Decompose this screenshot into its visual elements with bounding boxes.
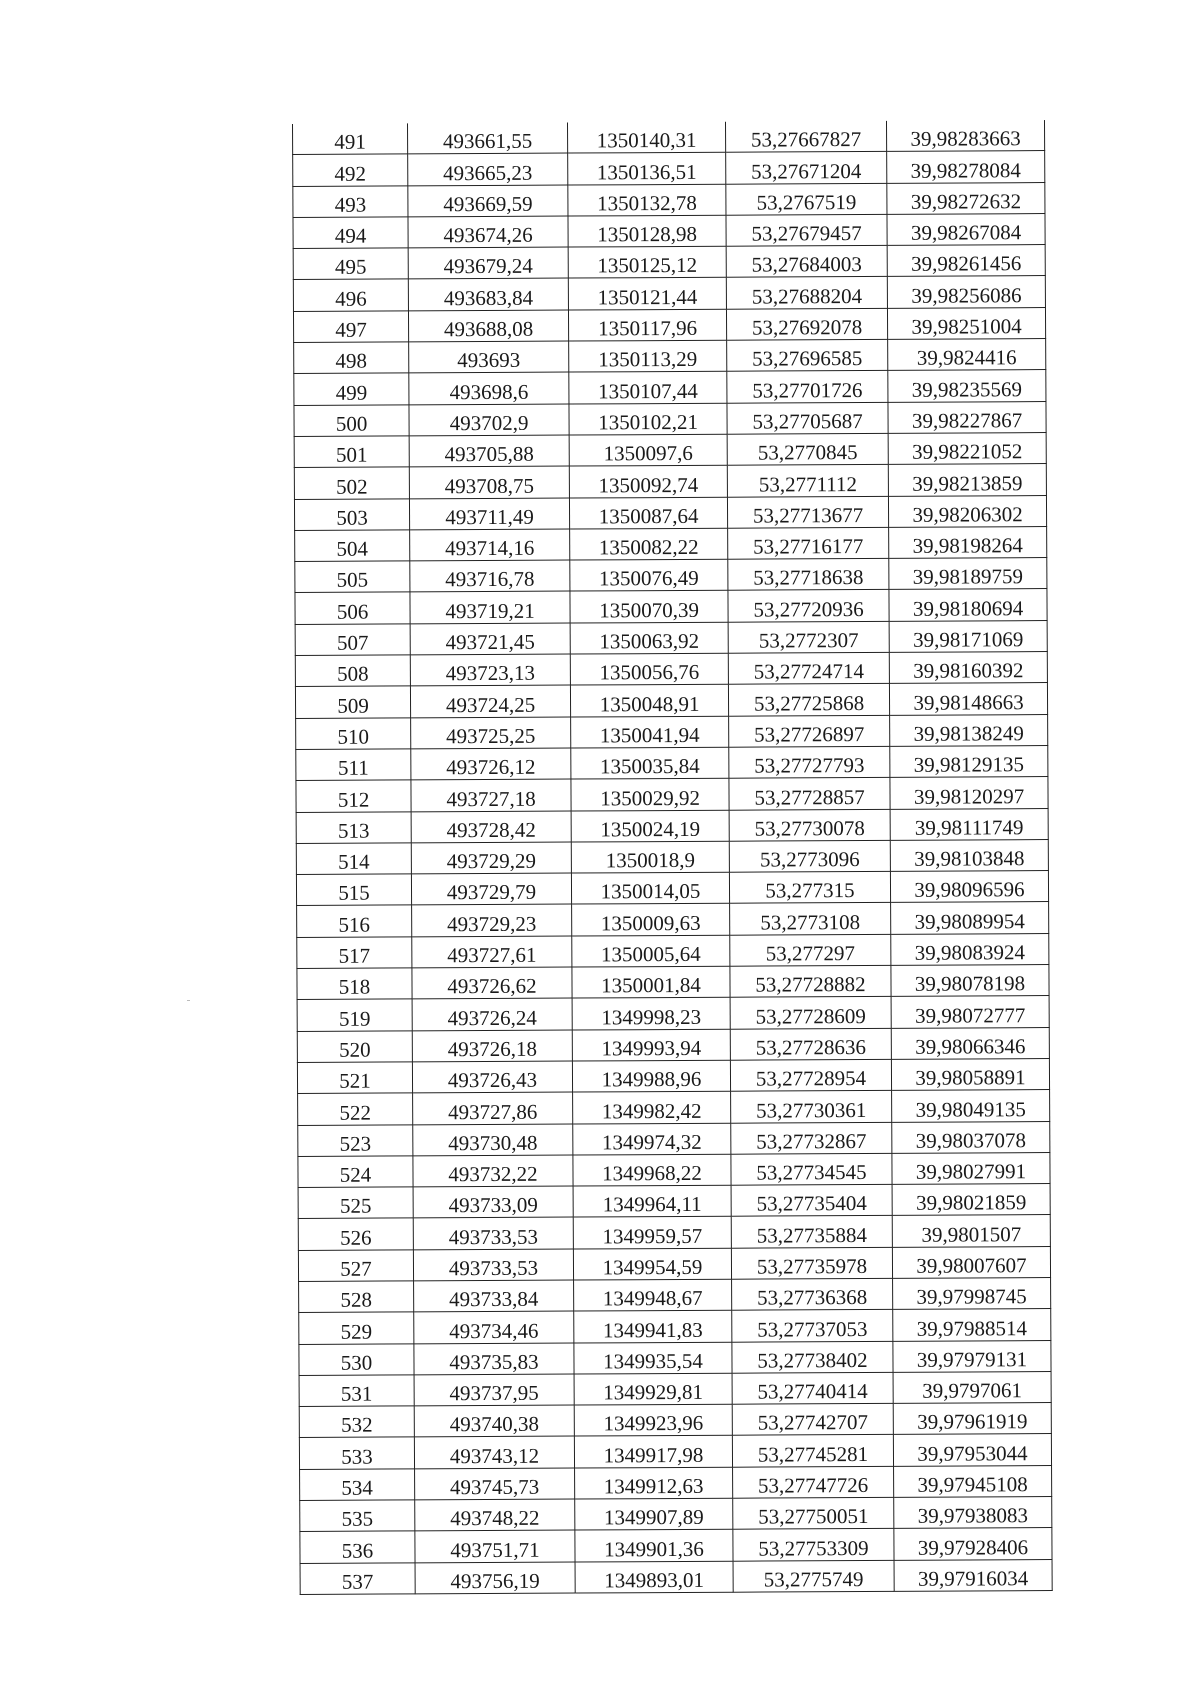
x-coordinate-cell: 493679,24	[408, 247, 568, 279]
latitude-cell: 53,2770845	[727, 433, 888, 465]
longitude-cell: 39,98272632	[887, 182, 1045, 214]
latitude-cell: 53,2771112	[727, 465, 888, 497]
longitude-cell: 39,98261456	[887, 245, 1045, 277]
x-coordinate-cell: 493727,18	[411, 779, 571, 811]
table-row	[300, 1465, 1052, 1500]
latitude-cell: 53,27728857	[729, 778, 890, 810]
latitude-cell: 53,27713677	[727, 496, 888, 528]
point-number-cell: 511	[296, 749, 411, 781]
x-coordinate-cell: 493740,38	[414, 1405, 574, 1437]
x-coordinate-cell: 493724,25	[410, 685, 570, 717]
longitude-cell: 39,98120297	[890, 777, 1048, 809]
table-row	[299, 1278, 1051, 1313]
point-number-cell: 503	[294, 498, 409, 530]
longitude-cell: 39,97945108	[894, 1465, 1052, 1497]
latitude-cell: 53,27696585	[727, 339, 888, 371]
latitude-cell: 53,27728636	[730, 1028, 891, 1060]
x-coordinate-cell: 493719,21	[410, 592, 570, 624]
table-row	[293, 182, 1045, 217]
point-number-cell: 493	[293, 185, 408, 217]
latitude-cell: 53,27679457	[726, 214, 887, 246]
latitude-cell: 53,27742707	[732, 1404, 893, 1436]
table-row	[294, 495, 1046, 530]
point-number-cell: 519	[297, 999, 412, 1031]
longitude-cell: 39,98072777	[891, 996, 1049, 1028]
longitude-cell: 39,9824416	[888, 339, 1046, 371]
point-number-cell: 524	[298, 1156, 413, 1188]
point-number-cell: 522	[298, 1093, 413, 1125]
x-coordinate-cell: 493721,45	[410, 623, 570, 655]
y-coordinate-cell: 1350128,98	[568, 215, 726, 247]
x-coordinate-cell: 493726,62	[412, 967, 572, 999]
point-number-cell: 521	[297, 1062, 412, 1094]
y-coordinate-cell: 1350113,29	[569, 340, 727, 372]
latitude-cell: 53,277315	[729, 872, 890, 904]
y-coordinate-cell: 1350097,6	[569, 434, 727, 466]
x-coordinate-cell: 493674,26	[408, 216, 568, 248]
latitude-cell: 53,27705687	[727, 402, 888, 434]
point-number-cell: 508	[295, 655, 410, 687]
point-number-cell: 527	[298, 1250, 413, 1282]
y-coordinate-cell: 1350048,91	[570, 685, 728, 717]
longitude-cell: 39,98283663	[886, 120, 1044, 152]
latitude-cell: 53,2772307	[728, 621, 889, 653]
point-number-cell: 532	[299, 1406, 414, 1438]
y-coordinate-cell: 1350102,21	[569, 403, 727, 435]
latitude-cell: 53,27667827	[725, 121, 886, 153]
table-row	[295, 620, 1047, 655]
longitude-cell: 39,98089954	[891, 902, 1049, 934]
longitude-cell: 39,98189759	[889, 558, 1047, 590]
latitude-cell: 53,27732867	[731, 1122, 892, 1154]
x-coordinate-cell: 493669,59	[408, 185, 568, 217]
point-number-cell: 501	[294, 436, 409, 468]
x-coordinate-cell: 493734,46	[414, 1311, 574, 1343]
y-coordinate-cell: 1350117,96	[568, 309, 726, 341]
table-row	[299, 1434, 1051, 1469]
y-coordinate-cell: 1350136,51	[568, 153, 726, 185]
x-coordinate-cell: 493735,83	[414, 1343, 574, 1375]
latitude-cell: 53,27728954	[730, 1059, 891, 1091]
point-number-cell: 512	[296, 780, 411, 812]
longitude-cell: 39,98267084	[887, 213, 1045, 245]
longitude-cell: 39,98256086	[887, 276, 1045, 308]
table-row	[294, 433, 1046, 468]
longitude-cell: 39,97998745	[893, 1278, 1051, 1310]
latitude-cell: 53,27727793	[729, 746, 890, 778]
latitude-cell: 53,27718638	[728, 559, 889, 591]
table-row	[296, 839, 1048, 874]
x-coordinate-cell: 493726,24	[412, 998, 572, 1030]
table-row	[293, 276, 1045, 311]
latitude-cell: 53,2773108	[730, 903, 891, 935]
point-number-cell: 529	[299, 1312, 414, 1344]
y-coordinate-cell: 1350029,92	[571, 778, 729, 810]
x-coordinate-cell: 493727,61	[412, 936, 572, 968]
longitude-cell: 39,98206302	[888, 495, 1046, 527]
table-row	[296, 777, 1048, 812]
latitude-cell: 53,27671204	[726, 152, 887, 184]
x-coordinate-cell: 493729,29	[411, 842, 571, 874]
y-coordinate-cell: 1350035,84	[571, 747, 729, 779]
point-number-cell: 506	[295, 592, 410, 624]
latitude-cell: 53,27724714	[728, 652, 889, 684]
table-row	[297, 965, 1049, 1000]
longitude-cell: 39,98037078	[892, 1121, 1050, 1153]
latitude-cell: 53,27720936	[728, 590, 889, 622]
longitude-cell: 39,98066346	[891, 1027, 1049, 1059]
y-coordinate-cell: 1349988,96	[572, 1060, 730, 1092]
table-row	[300, 1559, 1052, 1594]
x-coordinate-cell: 493716,78	[410, 560, 570, 592]
y-coordinate-cell: 1350005,64	[572, 935, 730, 967]
y-coordinate-cell: 1349907,89	[575, 1498, 733, 1530]
y-coordinate-cell: 1350076,49	[570, 559, 728, 591]
latitude-cell: 53,27701726	[727, 371, 888, 403]
longitude-cell: 39,98027991	[892, 1152, 1050, 1184]
x-coordinate-cell: 493661,55	[407, 123, 567, 155]
longitude-cell: 39,98138249	[890, 714, 1048, 746]
longitude-cell: 39,98171069	[889, 620, 1047, 652]
latitude-cell: 53,27734545	[731, 1153, 892, 1185]
point-number-cell: 492	[293, 154, 408, 186]
point-number-cell: 533	[299, 1437, 414, 1469]
y-coordinate-cell: 1350121,44	[568, 278, 726, 310]
x-coordinate-cell: 493698,6	[409, 372, 569, 404]
x-coordinate-cell: 493693	[409, 341, 569, 373]
longitude-cell: 39,98058891	[891, 1058, 1049, 1090]
table-row	[300, 1497, 1052, 1532]
y-coordinate-cell: 1349901,36	[575, 1530, 733, 1562]
point-number-cell: 496	[293, 279, 408, 311]
y-coordinate-cell: 1349893,01	[575, 1561, 733, 1593]
point-number-cell: 517	[297, 937, 412, 969]
longitude-cell: 39,98078198	[891, 965, 1049, 997]
y-coordinate-cell: 1350041,94	[571, 716, 729, 748]
longitude-cell: 39,98235569	[888, 370, 1046, 402]
latitude-cell: 53,27716177	[728, 527, 889, 559]
table-row	[295, 589, 1047, 624]
x-coordinate-cell: 493733,53	[413, 1249, 573, 1281]
longitude-cell: 39,98227867	[888, 401, 1046, 433]
table-row	[296, 871, 1048, 906]
x-coordinate-cell: 493728,42	[411, 811, 571, 843]
point-number-cell: 516	[297, 905, 412, 937]
y-coordinate-cell: 1350092,74	[569, 465, 727, 497]
x-coordinate-cell: 493665,23	[408, 153, 568, 185]
table-row	[297, 902, 1049, 937]
latitude-cell: 53,27730361	[731, 1091, 892, 1123]
longitude-cell: 39,97953044	[893, 1434, 1051, 1466]
x-coordinate-cell: 493723,13	[410, 654, 570, 686]
coordinates-table	[292, 120, 1053, 1595]
y-coordinate-cell: 1350082,22	[570, 528, 728, 560]
y-coordinate-cell: 1349982,42	[573, 1091, 731, 1123]
y-coordinate-cell: 1349912,63	[575, 1467, 733, 1499]
table-row	[293, 307, 1045, 342]
point-number-cell: 518	[297, 968, 412, 1000]
x-coordinate-cell: 493726,12	[411, 748, 571, 780]
longitude-cell: 39,98096596	[890, 871, 1048, 903]
x-coordinate-cell: 493702,9	[409, 404, 569, 436]
y-coordinate-cell: 1350056,76	[570, 653, 728, 685]
table-row	[299, 1340, 1051, 1375]
point-number-cell: 510	[296, 718, 411, 750]
point-number-cell: 537	[300, 1563, 415, 1595]
point-number-cell: 498	[294, 342, 409, 374]
longitude-cell: 39,9797061	[893, 1371, 1051, 1403]
latitude-cell: 53,277297	[730, 934, 891, 966]
table-row	[297, 933, 1049, 968]
longitude-cell: 39,98213859	[888, 464, 1046, 496]
point-number-cell: 531	[299, 1375, 414, 1407]
latitude-cell: 53,27728609	[730, 997, 891, 1029]
x-coordinate-cell: 493733,09	[413, 1186, 573, 1218]
point-number-cell: 491	[293, 123, 408, 154]
x-coordinate-cell: 493726,43	[412, 1061, 572, 1093]
longitude-cell: 39,98198264	[889, 526, 1047, 558]
point-number-cell: 513	[296, 811, 411, 843]
table-row	[293, 120, 1045, 155]
table-row	[295, 526, 1047, 561]
table-row	[298, 1121, 1050, 1156]
x-coordinate-cell: 493729,79	[411, 873, 571, 905]
longitude-cell: 39,98111749	[890, 808, 1048, 840]
y-coordinate-cell: 1349993,94	[572, 1029, 730, 1061]
table-row	[293, 151, 1045, 186]
latitude-cell: 53,27735978	[731, 1247, 892, 1279]
y-coordinate-cell: 1350018,9	[571, 841, 729, 873]
latitude-cell: 53,2775749	[733, 1560, 894, 1592]
x-coordinate-cell: 493714,16	[410, 529, 570, 561]
x-coordinate-cell: 493743,12	[414, 1437, 574, 1469]
latitude-cell: 53,27728882	[730, 965, 891, 997]
table-row	[298, 1090, 1050, 1125]
latitude-cell: 53,27725868	[728, 684, 889, 716]
y-coordinate-cell: 1350009,63	[572, 904, 730, 936]
longitude-cell: 39,98278084	[887, 151, 1045, 183]
x-coordinate-cell: 493705,88	[409, 435, 569, 467]
latitude-cell: 53,2773096	[729, 840, 890, 872]
latitude-cell: 53,27745281	[732, 1435, 893, 1467]
longitude-cell: 39,98083924	[891, 933, 1049, 965]
x-coordinate-cell: 493732,22	[413, 1155, 573, 1187]
table-row	[293, 213, 1045, 248]
table-row	[298, 1215, 1050, 1250]
point-number-cell: 497	[293, 311, 408, 343]
x-coordinate-cell: 493711,49	[409, 498, 569, 530]
y-coordinate-cell: 1349998,23	[572, 998, 730, 1030]
longitude-cell: 39,98129135	[890, 745, 1048, 777]
table-row	[294, 339, 1046, 374]
longitude-cell: 39,97979131	[893, 1340, 1051, 1372]
latitude-cell: 53,27726897	[729, 715, 890, 747]
table-row	[297, 996, 1049, 1031]
point-number-cell: 504	[295, 530, 410, 562]
latitude-cell: 53,2767519	[726, 183, 887, 215]
y-coordinate-cell: 1349959,57	[573, 1217, 731, 1249]
longitude-cell: 39,98103848	[890, 839, 1048, 871]
point-number-cell: 530	[299, 1343, 414, 1375]
table-row	[299, 1403, 1051, 1438]
point-number-cell: 502	[294, 467, 409, 499]
table-row	[294, 370, 1046, 405]
y-coordinate-cell: 1349929,81	[574, 1373, 732, 1405]
point-number-cell: 494	[293, 217, 408, 249]
point-number-cell: 534	[300, 1469, 415, 1501]
y-coordinate-cell: 1350087,64	[569, 497, 727, 529]
y-coordinate-cell: 1349917,98	[574, 1436, 732, 1468]
point-number-cell: 515	[296, 874, 411, 906]
point-number-cell: 514	[296, 843, 411, 875]
y-coordinate-cell: 1350063,92	[570, 622, 728, 654]
longitude-cell: 39,97961919	[893, 1403, 1051, 1435]
x-coordinate-cell: 493730,48	[413, 1124, 573, 1156]
latitude-cell: 53,27684003	[726, 246, 887, 278]
longitude-cell: 39,9801507	[892, 1215, 1050, 1247]
point-number-cell: 499	[294, 373, 409, 405]
latitude-cell: 53,27737053	[732, 1310, 893, 1342]
point-number-cell: 509	[295, 686, 410, 718]
point-number-cell: 525	[298, 1187, 413, 1219]
point-number-cell: 526	[298, 1218, 413, 1250]
y-coordinate-cell: 1350070,39	[570, 591, 728, 623]
table-row	[294, 401, 1046, 436]
x-coordinate-cell: 493745,73	[415, 1468, 575, 1500]
coordinates-table-body	[293, 120, 1053, 1594]
y-coordinate-cell: 1349923,96	[574, 1404, 732, 1436]
latitude-cell: 53,27750051	[733, 1497, 894, 1529]
longitude-cell: 39,98160392	[889, 652, 1047, 684]
point-number-cell: 507	[295, 624, 410, 656]
longitude-cell: 39,97988514	[893, 1309, 1051, 1341]
point-number-cell: 495	[293, 248, 408, 280]
longitude-cell: 39,97916034	[894, 1559, 1052, 1591]
longitude-cell: 39,98021859	[892, 1184, 1050, 1216]
x-coordinate-cell: 493751,71	[415, 1530, 575, 1562]
latitude-cell: 53,27692078	[726, 308, 887, 340]
table-row	[296, 808, 1048, 843]
table-row	[297, 1027, 1049, 1062]
scan-speck	[187, 1000, 190, 1001]
x-coordinate-cell: 493733,84	[414, 1280, 574, 1312]
latitude-cell: 53,27730078	[729, 809, 890, 841]
x-coordinate-cell: 493748,22	[415, 1499, 575, 1531]
latitude-cell: 53,27735404	[731, 1184, 892, 1216]
point-number-cell: 523	[298, 1124, 413, 1156]
y-coordinate-cell: 1350024,19	[571, 810, 729, 842]
latitude-cell: 53,27738402	[732, 1341, 893, 1373]
latitude-cell: 53,27735884	[731, 1216, 892, 1248]
y-coordinate-cell: 1350014,05	[571, 872, 729, 904]
latitude-cell: 53,27736368	[732, 1278, 893, 1310]
longitude-cell: 39,98180694	[889, 589, 1047, 621]
table-row	[296, 714, 1048, 749]
table-row	[295, 683, 1047, 718]
x-coordinate-cell: 493727,86	[413, 1092, 573, 1124]
table-row	[300, 1528, 1052, 1563]
longitude-cell: 39,97928406	[894, 1528, 1052, 1560]
table-row	[297, 1058, 1049, 1093]
point-number-cell: 535	[300, 1500, 415, 1532]
latitude-cell: 53,27740414	[732, 1372, 893, 1404]
y-coordinate-cell: 1349935,54	[574, 1342, 732, 1374]
table-row	[299, 1371, 1051, 1406]
table-row	[295, 652, 1047, 687]
table-row	[298, 1184, 1050, 1219]
table-row	[294, 464, 1046, 499]
point-number-cell: 528	[299, 1281, 414, 1313]
x-coordinate-cell: 493733,53	[413, 1217, 573, 1249]
latitude-cell: 53,27753309	[733, 1529, 894, 1561]
y-coordinate-cell: 1350107,44	[569, 372, 727, 404]
y-coordinate-cell: 1349948,67	[574, 1279, 732, 1311]
y-coordinate-cell: 1349941,83	[574, 1310, 732, 1342]
table-row	[298, 1152, 1050, 1187]
y-coordinate-cell: 1350125,12	[568, 246, 726, 278]
latitude-cell: 53,27688204	[726, 277, 887, 309]
y-coordinate-cell: 1349954,59	[573, 1248, 731, 1280]
x-coordinate-cell: 493688,08	[408, 310, 568, 342]
y-coordinate-cell: 1350001,84	[572, 966, 730, 998]
point-number-cell: 505	[295, 561, 410, 593]
x-coordinate-cell: 493737,95	[414, 1374, 574, 1406]
y-coordinate-cell: 1350140,31	[567, 122, 725, 154]
longitude-cell: 39,98049135	[892, 1090, 1050, 1122]
y-coordinate-cell: 1350132,78	[568, 184, 726, 216]
x-coordinate-cell: 493729,23	[412, 904, 572, 936]
x-coordinate-cell: 493726,18	[412, 1030, 572, 1062]
y-coordinate-cell: 1349968,22	[573, 1154, 731, 1186]
x-coordinate-cell: 493756,19	[415, 1562, 575, 1594]
latitude-cell: 53,27747726	[733, 1466, 894, 1498]
y-coordinate-cell: 1349964,11	[573, 1185, 731, 1217]
x-coordinate-cell: 493708,75	[409, 466, 569, 498]
table-row	[299, 1309, 1051, 1344]
point-number-cell: 536	[300, 1531, 415, 1563]
table-row	[298, 1246, 1050, 1281]
table-row	[293, 245, 1045, 280]
y-coordinate-cell: 1349974,32	[573, 1123, 731, 1155]
table-row	[295, 558, 1047, 593]
x-coordinate-cell: 493725,25	[411, 717, 571, 749]
longitude-cell: 39,98007607	[892, 1246, 1050, 1278]
longitude-cell: 39,98148663	[889, 683, 1047, 715]
table-row	[296, 745, 1048, 780]
longitude-cell: 39,97938083	[894, 1497, 1052, 1529]
longitude-cell: 39,98251004	[887, 307, 1045, 339]
x-coordinate-cell: 493683,84	[408, 279, 568, 311]
point-number-cell: 500	[294, 405, 409, 437]
longitude-cell: 39,98221052	[888, 433, 1046, 465]
point-number-cell: 520	[297, 1030, 412, 1062]
